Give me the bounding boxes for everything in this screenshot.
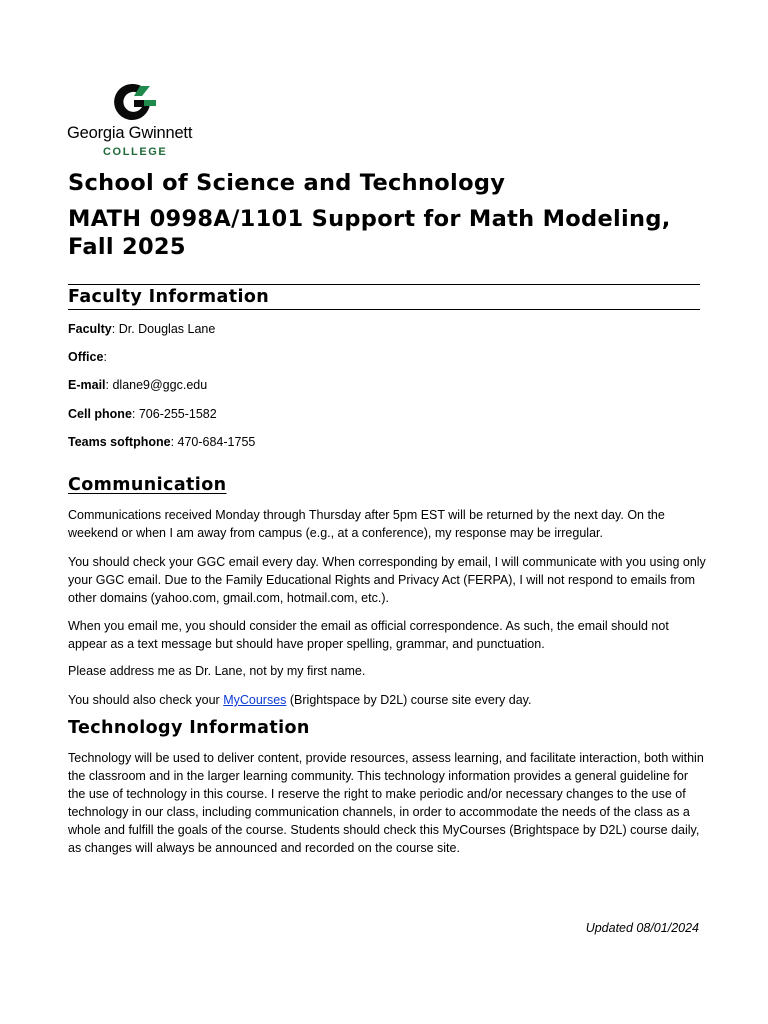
field-label: Cell phone (68, 407, 132, 421)
gg-logo-mark-icon (110, 82, 158, 122)
cell-phone-field (68, 406, 217, 423)
field-label: E-mail (68, 378, 106, 392)
field-value: : (103, 350, 107, 364)
field-value: : dlane9@ggc.edu (105, 378, 208, 392)
logo-college-name: Georgia Gwinnett (67, 124, 193, 142)
logo-college-word: COLLEGE (103, 146, 168, 158)
school-title: School of Science and Technology (68, 170, 506, 196)
paragraph-text: You should also check your (68, 693, 224, 707)
college-logo (67, 82, 207, 162)
technology-heading: Technology Information (68, 718, 310, 738)
faculty-bottom-rule (68, 309, 700, 310)
field-label: Teams softphone (68, 435, 171, 449)
teams-softphone-field (68, 434, 255, 451)
field-value: : 470-684-1755 (170, 435, 256, 449)
email-field (68, 377, 207, 394)
communication-heading: Communication (68, 475, 227, 495)
office-field (68, 349, 107, 366)
field-label: Faculty (68, 322, 112, 336)
faculty-top-rule (68, 284, 700, 285)
communication-paragraph-3: When you email me, you should consider the email as official correspondence. As such, the email should not appear as a text message but should have proper spelling, grammar, and punctuation. (68, 619, 669, 651)
communication-paragraph-4: Please address me as Dr. Lane, not by my first name. (68, 664, 366, 678)
mycourses-link[interactable]: MyCourses (223, 693, 287, 707)
updated-date: Updated 08/01/2024 (585, 921, 699, 935)
course-title: MATH 0998A/1101 Support for Math Modeling, Fall 2025 (68, 206, 671, 260)
technology-paragraph: Technology will be used to deliver content, provide resources, assess learning, and facilitate interaction, both within the classroom and in the larger learning community. This technology information provides a general guideline for the use of technology in this course. I reserve the right to make periodic and/or necessary changes to the use of technology in our class, including communication channels, in order to accommodate the needs of the class as a whole and fulfill the goals of the course. Students should check this MyCourses (Brightspace by D2L) course daily, as changes will always be announced and recorded on the course site. (68, 751, 704, 855)
communication-paragraph-5 (68, 691, 708, 709)
faculty-heading: Faculty Information (68, 287, 270, 307)
field-value: : Dr. Douglas Lane (111, 322, 216, 336)
paragraph-text: (Brightspace by D2L) course site every day. (286, 693, 532, 707)
field-label: Office (68, 350, 104, 364)
faculty-name-field (68, 321, 215, 338)
communication-paragraph-2: You should check your GGC email every day. When corresponding by email, I will communicate with you using only your GGC email. Due to the Family Educational Rights and Privacy Act (FERPA), I will not respond to emails from other domains (yahoo.com, gmail.com, hotmail.com, etc.). (68, 555, 706, 605)
communication-paragraph-1: Communications received Monday through Thursday after 5pm EST will be returned by the next day. On the weekend or when I am away from campus (e.g., at a conference), my response may be irregular. (68, 508, 665, 540)
field-value: : 706-255-1582 (131, 407, 217, 421)
